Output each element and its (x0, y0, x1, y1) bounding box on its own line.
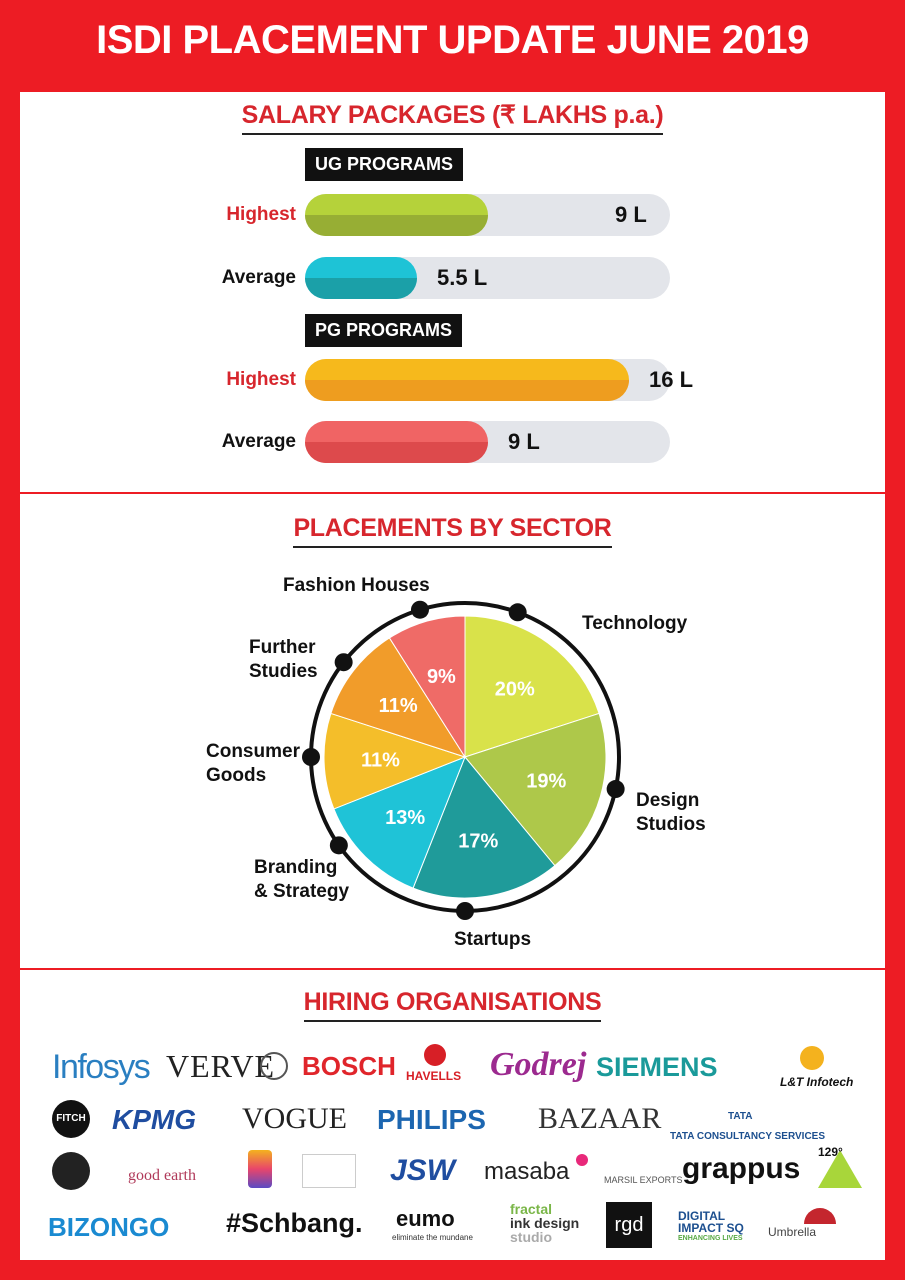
logo-fractal-ink: ink design (510, 1215, 580, 1231)
havells-icon (424, 1044, 446, 1066)
logo-bazaar: BAZAAR (538, 1102, 662, 1135)
sector-heading-text: PLACEMENTS BY SECTOR (293, 514, 611, 548)
pie-slice-label: 19% (526, 770, 567, 793)
ring-dot (335, 653, 353, 671)
ring-dot (509, 603, 527, 621)
logo-mv-icon (52, 1152, 90, 1190)
label-consumer-goods: Consumer Goods (206, 741, 300, 786)
logo-fractal: fractal (510, 1201, 553, 1217)
logo-tata: TATA (728, 1111, 753, 1122)
logo-129-degrees: 129° (818, 1145, 843, 1159)
n-logo-icon (302, 1154, 356, 1188)
masaba-dot-icon (576, 1154, 588, 1166)
ring-dot (411, 601, 429, 619)
logo-schbang: #Schbang. (226, 1208, 363, 1238)
salary-bar (305, 421, 488, 463)
orgs-heading (20, 988, 885, 1022)
salary-bar-track (305, 421, 670, 463)
page-title: ISDI PLACEMENT UPDATE JUNE 2019 (96, 18, 809, 62)
logo-bosch: BOSCH (302, 1051, 396, 1081)
pie-slice-label: 9% (426, 665, 456, 688)
highest-label: Highest (226, 204, 296, 225)
salary-bar (305, 257, 417, 299)
salary-bar (305, 359, 629, 401)
logo-enhancing-lives: ENHANCING LIVES (678, 1235, 743, 1242)
bosch-icon (260, 1052, 288, 1080)
label-technology: Technology (582, 613, 688, 634)
p-logo-icon (248, 1150, 272, 1188)
logo-tcs: TATA CONSULTANCY SERVICES (670, 1131, 826, 1142)
salary-bar (305, 194, 488, 236)
logo-marsil-exports: MARSIL EXPORTS (604, 1175, 683, 1185)
ring-dot (330, 836, 348, 854)
salary-heading (20, 100, 885, 135)
orgs-panel (20, 970, 885, 1260)
logo-eumo-tagline: eliminate the mundane (392, 1233, 473, 1242)
pie-slice-label: 11% (360, 749, 400, 772)
logo-bizongo: BIZONGO (48, 1212, 170, 1242)
logo-infosys: Infosys (52, 1048, 150, 1086)
pie-slice-label: 17% (458, 830, 499, 853)
logo-good-earth: good earth (128, 1167, 196, 1184)
salary-bar-value: 9 L (615, 202, 647, 227)
salary-bar-value: 9 L (508, 429, 540, 454)
logo-impact-sq: IMPACT SQ (678, 1221, 744, 1235)
pg-programs-tag: PG PROGRAMS (305, 314, 462, 347)
logo-grappus: grappus (682, 1152, 801, 1185)
salary-bar-value: 16 L (649, 367, 694, 392)
label-design-studios: Design Studios (636, 790, 706, 835)
lt-icon (800, 1046, 824, 1070)
logo-siemens: SIEMENS (596, 1052, 718, 1082)
sector-panel (20, 494, 885, 968)
ring-dot (607, 780, 625, 798)
sector-pie-chart (20, 494, 885, 968)
pie-slice-label: 20% (494, 678, 535, 701)
ring-dot (302, 748, 320, 766)
logo-fitch: FITCH (52, 1100, 90, 1138)
logo-eumo: eumo (396, 1206, 455, 1231)
logo-vogue: VOGUE (242, 1102, 347, 1135)
logo-rgd: rgd (606, 1202, 652, 1248)
salary-bar-track (305, 359, 670, 401)
umbrella-icon (804, 1208, 836, 1224)
ug-programs-tag: UG PROGRAMS (305, 148, 463, 181)
salary-bar-value: 5.5 L (437, 265, 488, 290)
average-label: Average (221, 431, 296, 452)
orgs-heading-text: HIRING ORGANISATIONS (304, 988, 602, 1022)
label-startups: Startups (454, 929, 532, 950)
logo-umbrella: Umbrella (768, 1225, 817, 1239)
average-label: Average (221, 267, 296, 288)
logo-masaba: masaba (484, 1158, 570, 1185)
logo-kpmg: KPMG (112, 1104, 196, 1135)
label-fashion-houses: Fashion Houses (283, 575, 430, 596)
logo-verve: VERVE (166, 1048, 276, 1084)
highest-label: Highest (226, 369, 296, 390)
pie-slice-label: 13% (385, 806, 426, 829)
salary-heading-text: SALARY PACKAGES (₹ LAKHS p.a.) (242, 100, 664, 135)
logo-fractal-studio: studio (510, 1229, 552, 1245)
label-branding-strategy: Branding & Strategy (254, 857, 350, 902)
salary-bar-track (305, 257, 670, 299)
logo-jsw: JSW (390, 1154, 456, 1187)
pie-slice-label: 11% (378, 695, 418, 718)
ring-dot (456, 902, 474, 920)
logo-lt-infotech: L&T Infotech (780, 1075, 854, 1089)
logo-havells: HAVELLS (406, 1069, 462, 1083)
label-further-studies: Further Studies (249, 637, 318, 682)
logo-godrej: Godrej (490, 1046, 587, 1083)
logo-philips: PHILIPS (377, 1104, 486, 1135)
logo-digital: DIGITAL (678, 1209, 726, 1223)
salary-panel (20, 92, 885, 492)
